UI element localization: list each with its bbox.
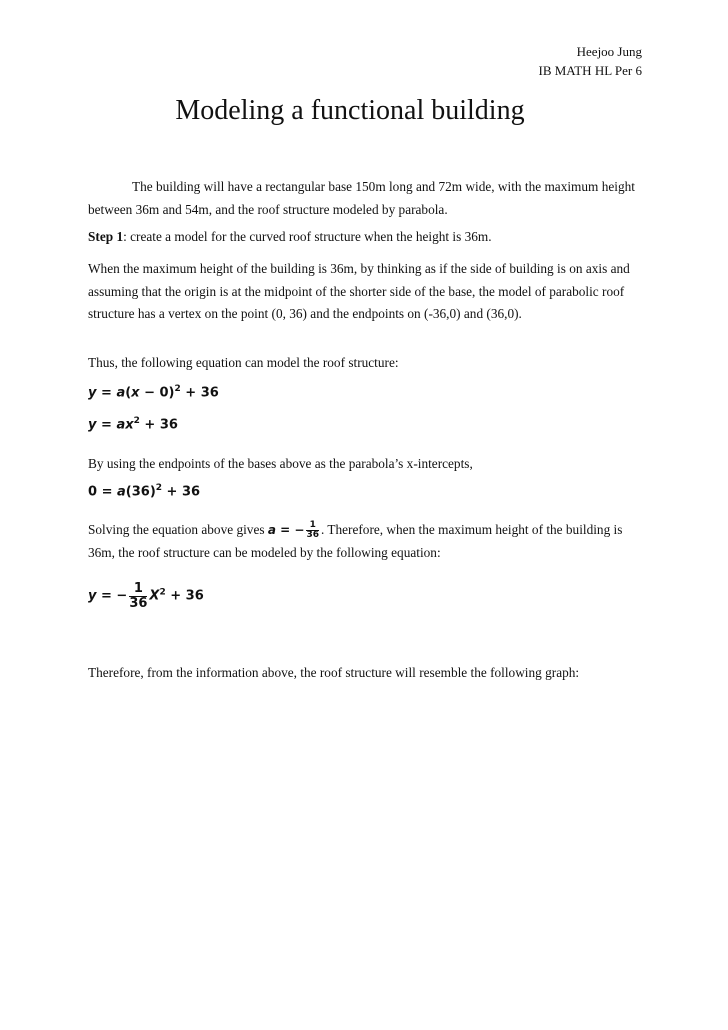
page-title: Modeling a functional building (175, 95, 525, 126)
thus-paragraph: Thus, the following equation can model the roof structure: (88, 355, 399, 370)
step1-label: Step 1 (88, 229, 124, 244)
author-name: Heejoo Jung (576, 44, 642, 59)
step1-text: : create a model for the curved roof structure when the height is 36m. (123, 229, 492, 244)
intro-paragraph: The building will have a rectangular base 150m long and 72m wide, with the maximum height between 36m and 54m, and the roof structure modeled by parabola. (88, 179, 635, 217)
solving-paragraph: Solving the equation above gives a = − $\frac{1}{36}$ . Therefore, when the maximum height of the building is 36m, the roof structure can be modeled by the following equation: (88, 519, 623, 560)
course-name: IB MATH HL Per 6 (538, 63, 642, 78)
vertex-paragraph: When the maximum height of the building is 36m, by thinking as if the side of building is on axis and assuming that the origin is at the midpoint of the shorter side of the base, the model of parabolic roof structure has a vertex on the point (0, 36) and the endpoints on (-36,0) and (36,0). (88, 261, 630, 321)
graph-intro-paragraph: Therefore, from the information above, the roof structure will resemble the following graph: (88, 665, 580, 680)
step1-paragraph (88, 226, 640, 249)
equation-final-model: y = − $\frac{1}{36}$ $X^2 + 36$ (88, 581, 204, 611)
endpoints-paragraph: By using the endpoints of the bases above as the parabola’s x-intercepts, (88, 456, 473, 471)
equation-intercept: $0 = a(36)^2 + 36$ (88, 483, 201, 500)
equation-standard-form: $y = ax^2 + 36$ (88, 416, 178, 433)
equation-vertex-form: $y = a(x - 0)^2 + 36$ (88, 384, 219, 401)
